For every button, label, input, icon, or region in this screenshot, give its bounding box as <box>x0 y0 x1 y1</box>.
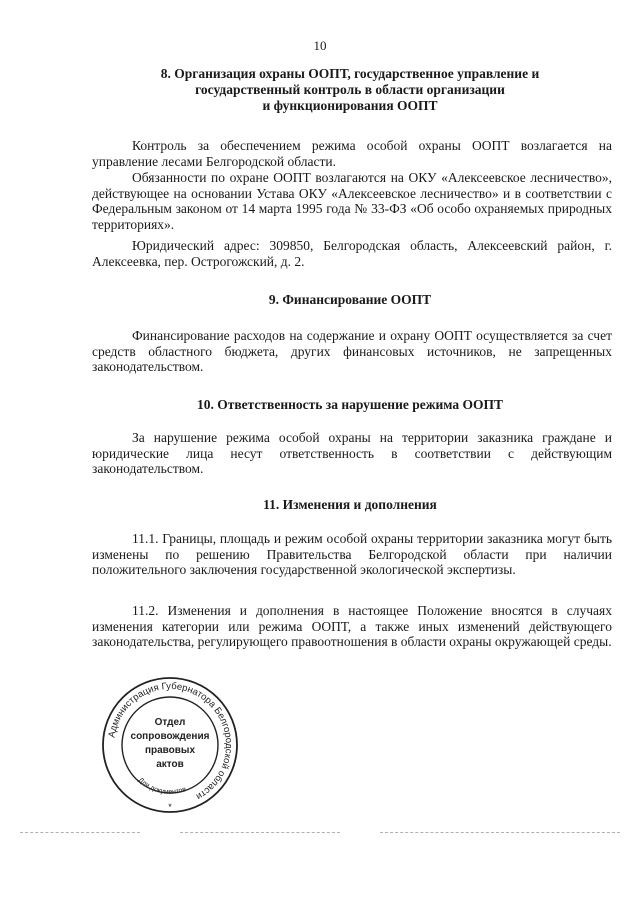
stamp-center-line: сопровождения <box>130 731 210 742</box>
paragraph: Финансирование расходов на содержание и охрану ООПТ осуществляется за счет средств областного бюджета, других финансовых источников, не запрещенных законодательством. <box>92 328 612 374</box>
heading-line: и функционирования ООПТ <box>262 98 438 113</box>
section-11-heading <box>90 497 610 513</box>
stamp-ring-text: Администрация Губернатора Белгородской области <box>106 680 235 802</box>
scan-artifact-line <box>380 832 620 833</box>
paragraph: 11.2. Изменения и дополнения в настоящее Положение вносятся в случаях изменения категории или режима ООПТ, а также иных изменений действующего законодательства, регулирующего правоотношения в области охраны окружающей среды. <box>92 603 612 649</box>
heading-line: 9. Финансирование ООПТ <box>268 292 432 307</box>
heading-line: 11. Изменения и дополнения <box>263 497 437 512</box>
scan-artifact-line <box>20 832 140 833</box>
section-10-heading <box>90 397 610 413</box>
paragraph: Обязанности по охране ООПТ возлагаются на ОКУ «Алексеевское лесничество», действующее на основании Устава ОКУ «Алексеевское лесничество» и в соответствии с Федеральным законом от 14 марта 1995 года № 33-ФЗ «Об особо охраняемых природных территориях». <box>92 170 612 232</box>
heading-line: 8. Организация охраны ООПТ, государственное управление и <box>160 66 540 81</box>
heading-line: 10. Ответственность за нарушение режима ООПТ <box>196 397 504 412</box>
paragraph: 11.1. Границы, площадь и режим особой охраны территории заказника могут быть изменены по решению Правительства Белгородской области при наличии положительного заключения государственной экологической экспертизы. <box>92 531 612 577</box>
section-9-heading <box>90 292 610 308</box>
heading-line: государственный контроль в области организации <box>195 82 505 97</box>
section-8-heading <box>90 66 610 114</box>
scan-artifact-line <box>180 832 340 833</box>
page-number: 10 <box>313 38 327 53</box>
stamp-bottom-text: Для документов <box>136 776 188 796</box>
stamp-center-line: Отдел <box>154 717 186 728</box>
paragraph: Контроль за обеспечением режима особой охраны ООПТ возлагается на управление лесами Белгородской области. <box>92 138 612 169</box>
stamp-star: * <box>168 802 172 812</box>
stamp-center-line: правовых <box>144 745 196 756</box>
paragraph: Юридический адрес: 309850, Белгородская область, Алексеевский район, г. Алексеевка, пер. Острогожский, д. 2. <box>92 238 612 269</box>
stamp-center-line: актов <box>156 759 184 770</box>
paragraph: За нарушение режима особой охраны на территории заказника граждане и юридические лица несут ответственность в соответствии с действующим законодательством. <box>92 430 612 476</box>
official-stamp <box>100 675 240 815</box>
